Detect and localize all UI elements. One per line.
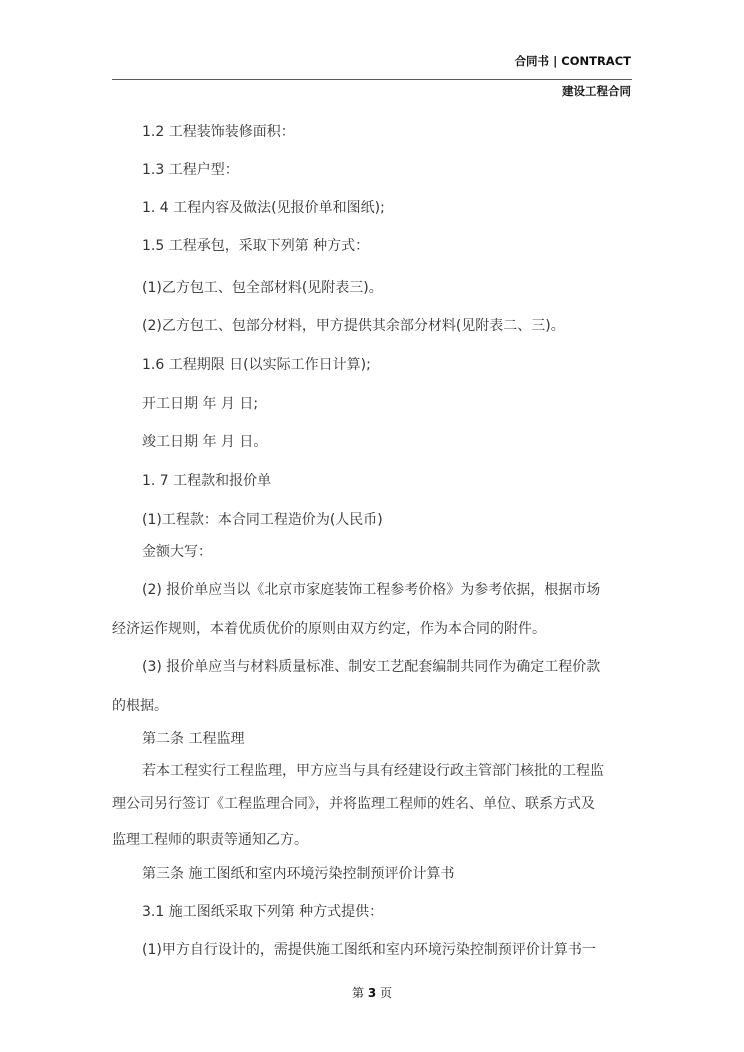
text-line: 1.6 工程期限 日(以实际工作日计算); — [142, 357, 371, 373]
text-line: 3.1 施工图纸采取下列第 种方式提供： — [142, 904, 384, 920]
text-line: 1.3 工程户型： — [142, 162, 239, 178]
text-line: (1)工程款：本合同工程造价为(人民币) — [142, 512, 383, 528]
text-line: 1.5 工程承包，采取下列第 种方式： — [142, 238, 370, 254]
text-line: 的根据。 — [112, 698, 168, 714]
text-line: (2) 报价单应当以《北京市家庭装饰工程参考价格》为参考依据，根据市场 — [142, 582, 601, 598]
text-line: 1. 4 工程内容及做法(见报价单和图纸); — [142, 200, 385, 216]
text-line: 金额大写： — [142, 544, 212, 560]
footer-prefix: 第 — [351, 986, 364, 1000]
header-subtitle: 建设工程合同 — [562, 84, 631, 98]
text-line: (3) 报价单应当与材料质量标准、制安工艺配套编制共同作为确定工程价款 — [142, 659, 601, 675]
text-line: 1.2 工程装饰装修面积： — [142, 124, 295, 140]
footer-suffix: 页 — [380, 986, 393, 1000]
text-line: 1. 7 工程款和报价单 — [142, 473, 272, 489]
page-number: 3 — [367, 986, 377, 1000]
text-line: 若本工程实行工程监理，甲方应当与具有经建设行政主管部门核批的工程监 — [142, 763, 604, 779]
text-line: (1)甲方自行设计的，需提供施工图纸和室内环境污染控制预评价计算书一 — [142, 942, 596, 958]
text-line: (2)乙方包工、包部分材料，甲方提供其余部分材料(见附表二、三)。 — [142, 318, 565, 334]
page-footer — [0, 984, 744, 1001]
section-heading: 第三条 施工图纸和室内环境污染控制预评价计算书 — [142, 866, 455, 882]
text-line: 经济运作规则，本着优质优价的原则由双方约定，作为本合同的附件。 — [112, 621, 546, 637]
text-line: 开工日期 年 月 日; — [142, 396, 259, 412]
text-line: 监理工程师的职责等通知乙方。 — [112, 832, 308, 848]
header-rule — [112, 79, 632, 80]
text-line: (1)乙方包工、包全部材料(见附表三)。 — [142, 280, 383, 296]
text-line: 理公司另行签订《工程监理合同》，并将监理工程师的姓名、单位、联系方式及 — [112, 796, 595, 812]
header-title: 合同书 | CONTRACT — [514, 54, 631, 68]
section-heading: 第二条 工程监理 — [142, 731, 245, 747]
text-line: 竣工日期 年 月 日。 — [142, 434, 268, 450]
